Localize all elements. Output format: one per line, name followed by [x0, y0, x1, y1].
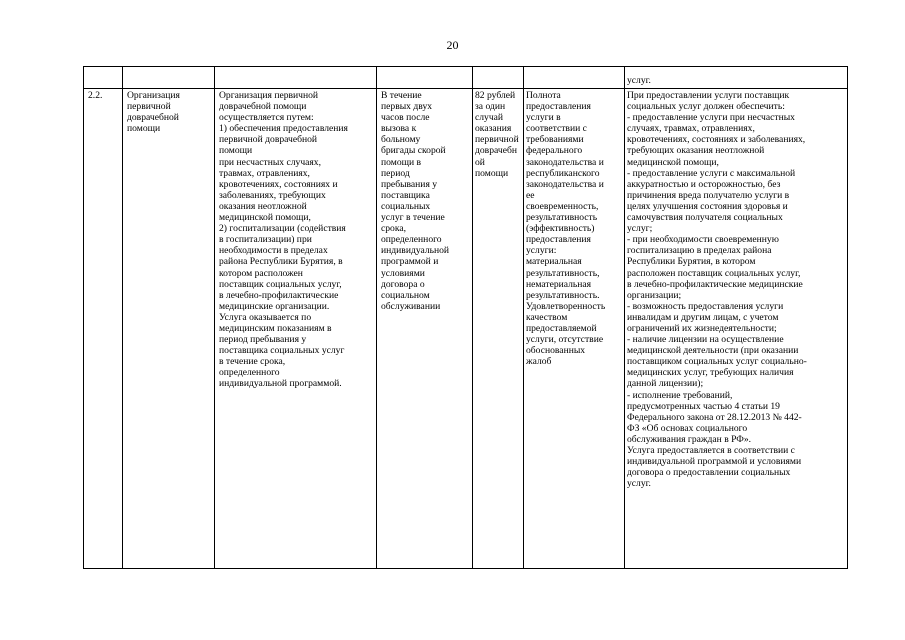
- cell-num: [84, 67, 123, 89]
- cell-term: [377, 67, 473, 89]
- cell-term: В течение первых двух часов после вызова к больному бригады скорой помощи в период пребывания у поставщика социальных услуг в течение срока, определенного индивидуальной программой и условиями договора о социальном обслуживании: [377, 89, 473, 569]
- cell-indicators: [524, 67, 625, 89]
- services-table: [83, 66, 848, 569]
- cell-service-name: [123, 67, 215, 89]
- page-number: 20: [446, 38, 459, 52]
- table-row: [84, 89, 848, 569]
- cell-description: Организация первичной доврачебной помощи осуществляется путем: 1) обеспечения предоставления первичной доврачебной помощи при несчастных случаях, травмах, отравлениях, кровотечениях, состояниях и заболеваниях, требующих оказания неотложной медицинской помощи, 2) госпитализации (содействия в госпитализации) при необходимости в пределах района Республики Бурятия, в котором расположен поставщик социальных услуг, в лечебно-профилактические медицинские организации. Услуга оказывается по медицинским показаниям в период пребывания у поставщика социальных услуг в течение срока, определенного индивидуальной программой.: [215, 89, 377, 569]
- cell-conditions: услуг.: [625, 67, 848, 89]
- cell-conditions: При предоставлении услуги поставщик социальных услуг должен обеспечить: - предоставление услуги при несчастных случаях, травмах, отравлениях, кровотечениях, состояниях и заболеваниях, требующих оказания неотложной медицинской помощи, - предоставление услуги с максимальной аккуратностью и осторожностью, без причинения вреда получателю услуги в целях улучшения состояния здоровья и самочувствия получателя социальных услуг; - при необходимости своевременную госпитализацию в пределах района Республики Бурятия, в котором расположен поставщик социальных услуг, в лечебно-профилактические медицинские организации; - возможность предоставления услуги инвалидам и другим лицам, с учетом ограничений их жизнедеятельности; - наличие лицензии на осуществление медицинской деятельности (при оказании поставщиком социальных услуг социально- медицинских услуг, требующих наличия данной лицензии); - исполнение требований, предусмотренных частью 4 статьи 19 Федерального закона от 28.12.2013 № 442- ФЗ «Об основах социального обслуживания граждан в РФ». Услуга предоставляется в соответствии с индивидуальной программой и условиями договора о предоставлении социальных услуг.: [625, 89, 848, 569]
- cell-tariff: 82 рублей за один случай оказания первичной доврачебн ой помощи: [473, 89, 524, 569]
- cell-num: 2.2.: [84, 89, 123, 569]
- cell-tariff: [473, 67, 524, 89]
- cell-service-name: Организация первичной доврачебной помощи: [123, 89, 215, 569]
- cell-description: [215, 67, 377, 89]
- table-row-continued: [84, 67, 848, 89]
- cell-indicators: Полнота предоставления услуги в соответствии с требованиями федерального законодательства и республиканского законодательства и ее своевременность, результативность (эффективность) предоставления услуги: материальная результативность, нематериальная результативность. Удовлетворенность качеством предоставляемой услуги, отсутствие обоснованных жалоб: [524, 89, 625, 569]
